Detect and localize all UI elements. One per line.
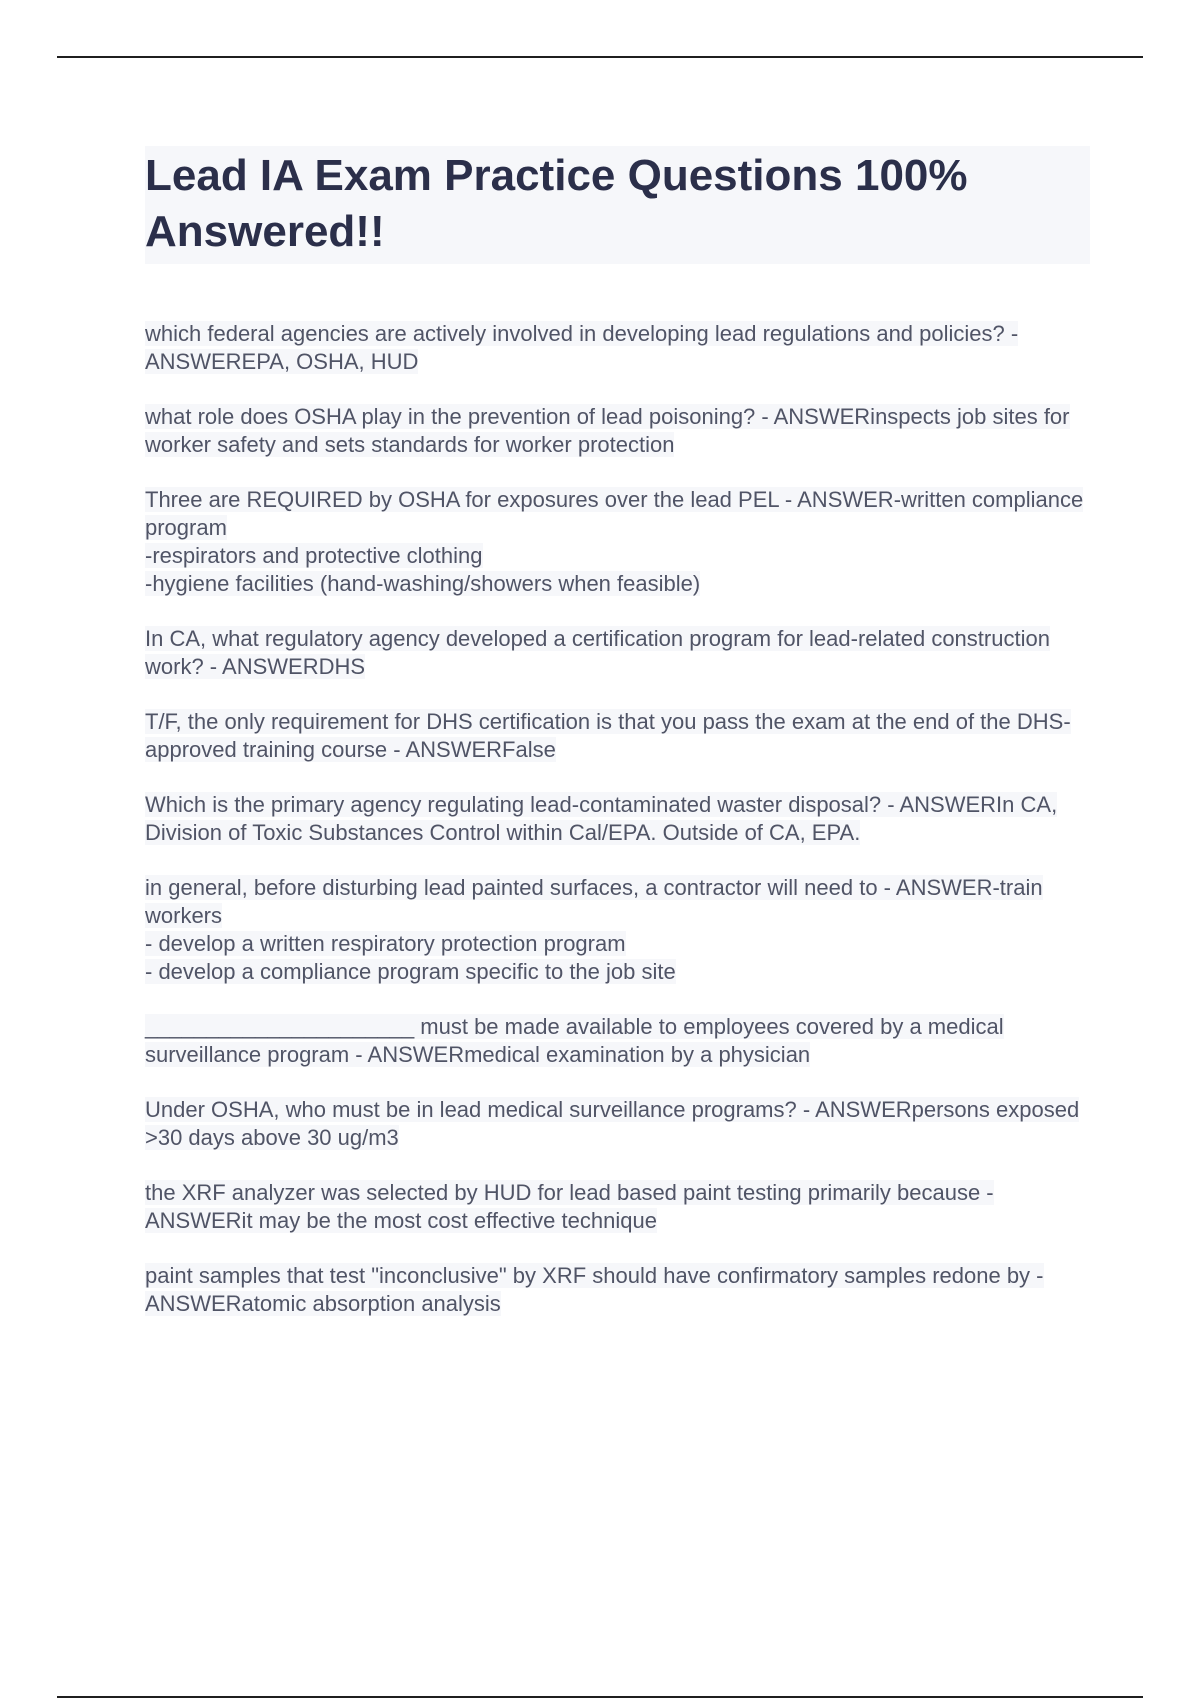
qa-item bbox=[145, 1096, 1090, 1152]
qa-item-text: paint samples that test "inconclusive" by XRF should have confirmatory samples redone by - ANSWERatomic absorption analysis bbox=[145, 1263, 1044, 1316]
qa-item bbox=[145, 708, 1090, 764]
qa-item bbox=[145, 1262, 1090, 1318]
bottom-rule bbox=[57, 1696, 1143, 1698]
qa-item-text: what role does OSHA play in the prevention of lead poisoning? - ANSWERinspects job sites for worker safety and sets standards for worker protection bbox=[145, 404, 1070, 457]
qa-list bbox=[145, 320, 1090, 1318]
qa-item bbox=[145, 625, 1090, 681]
qa-item bbox=[145, 486, 1090, 598]
qa-item-text: Three are REQUIRED by OSHA for exposures over the lead PEL - ANSWER-written compliance program -respirators and protective clothing -hygiene facilities (hand-washing/showers when feasible) bbox=[145, 487, 1084, 596]
document-title: Lead IA Exam Practice Questions 100% Answered!! bbox=[145, 151, 968, 256]
qa-item-text: ______________________ must be made available to employees covered by a medical surveillance program - ANSWERmedical examination by a physician bbox=[145, 1014, 1004, 1067]
qa-item-text: Which is the primary agency regulating lead-contaminated waster disposal? - ANSWERIn CA, Division of Toxic Substances Control within Cal/EPA. Outside of CA, EPA. bbox=[145, 792, 1058, 845]
qa-item bbox=[145, 1179, 1090, 1235]
qa-item bbox=[145, 791, 1090, 847]
qa-item bbox=[145, 320, 1090, 376]
qa-item-text: Under OSHA, who must be in lead medical surveillance programs? - ANSWERpersons exposed >30 days above 30 ug/m3 bbox=[145, 1097, 1080, 1150]
qa-item bbox=[145, 874, 1090, 986]
qa-item-text: the XRF analyzer was selected by HUD for lead based paint testing primarily because - ANSWERit may be the most cost effective technique bbox=[145, 1180, 994, 1233]
qa-item-text: in general, before disturbing lead painted surfaces, a contractor will need to - ANSWER-train workers - develop a written respiratory protection program - develop a compliance program specific to the job site bbox=[145, 875, 1043, 984]
document-body bbox=[145, 146, 1090, 1345]
title-block bbox=[145, 146, 1090, 264]
top-rule bbox=[57, 56, 1143, 58]
qa-item-text: which federal agencies are actively involved in developing lead regulations and policies? - ANSWEREPA, OSHA, HUD bbox=[145, 321, 1019, 374]
qa-item-text: In CA, what regulatory agency developed a certification program for lead-related construction work? - ANSWERDHS bbox=[145, 626, 1050, 679]
qa-item bbox=[145, 1013, 1090, 1069]
qa-item bbox=[145, 403, 1090, 459]
qa-item-text: T/F, the only requirement for DHS certification is that you pass the exam at the end of the DHS-approved training course - ANSWERFalse bbox=[145, 709, 1071, 762]
